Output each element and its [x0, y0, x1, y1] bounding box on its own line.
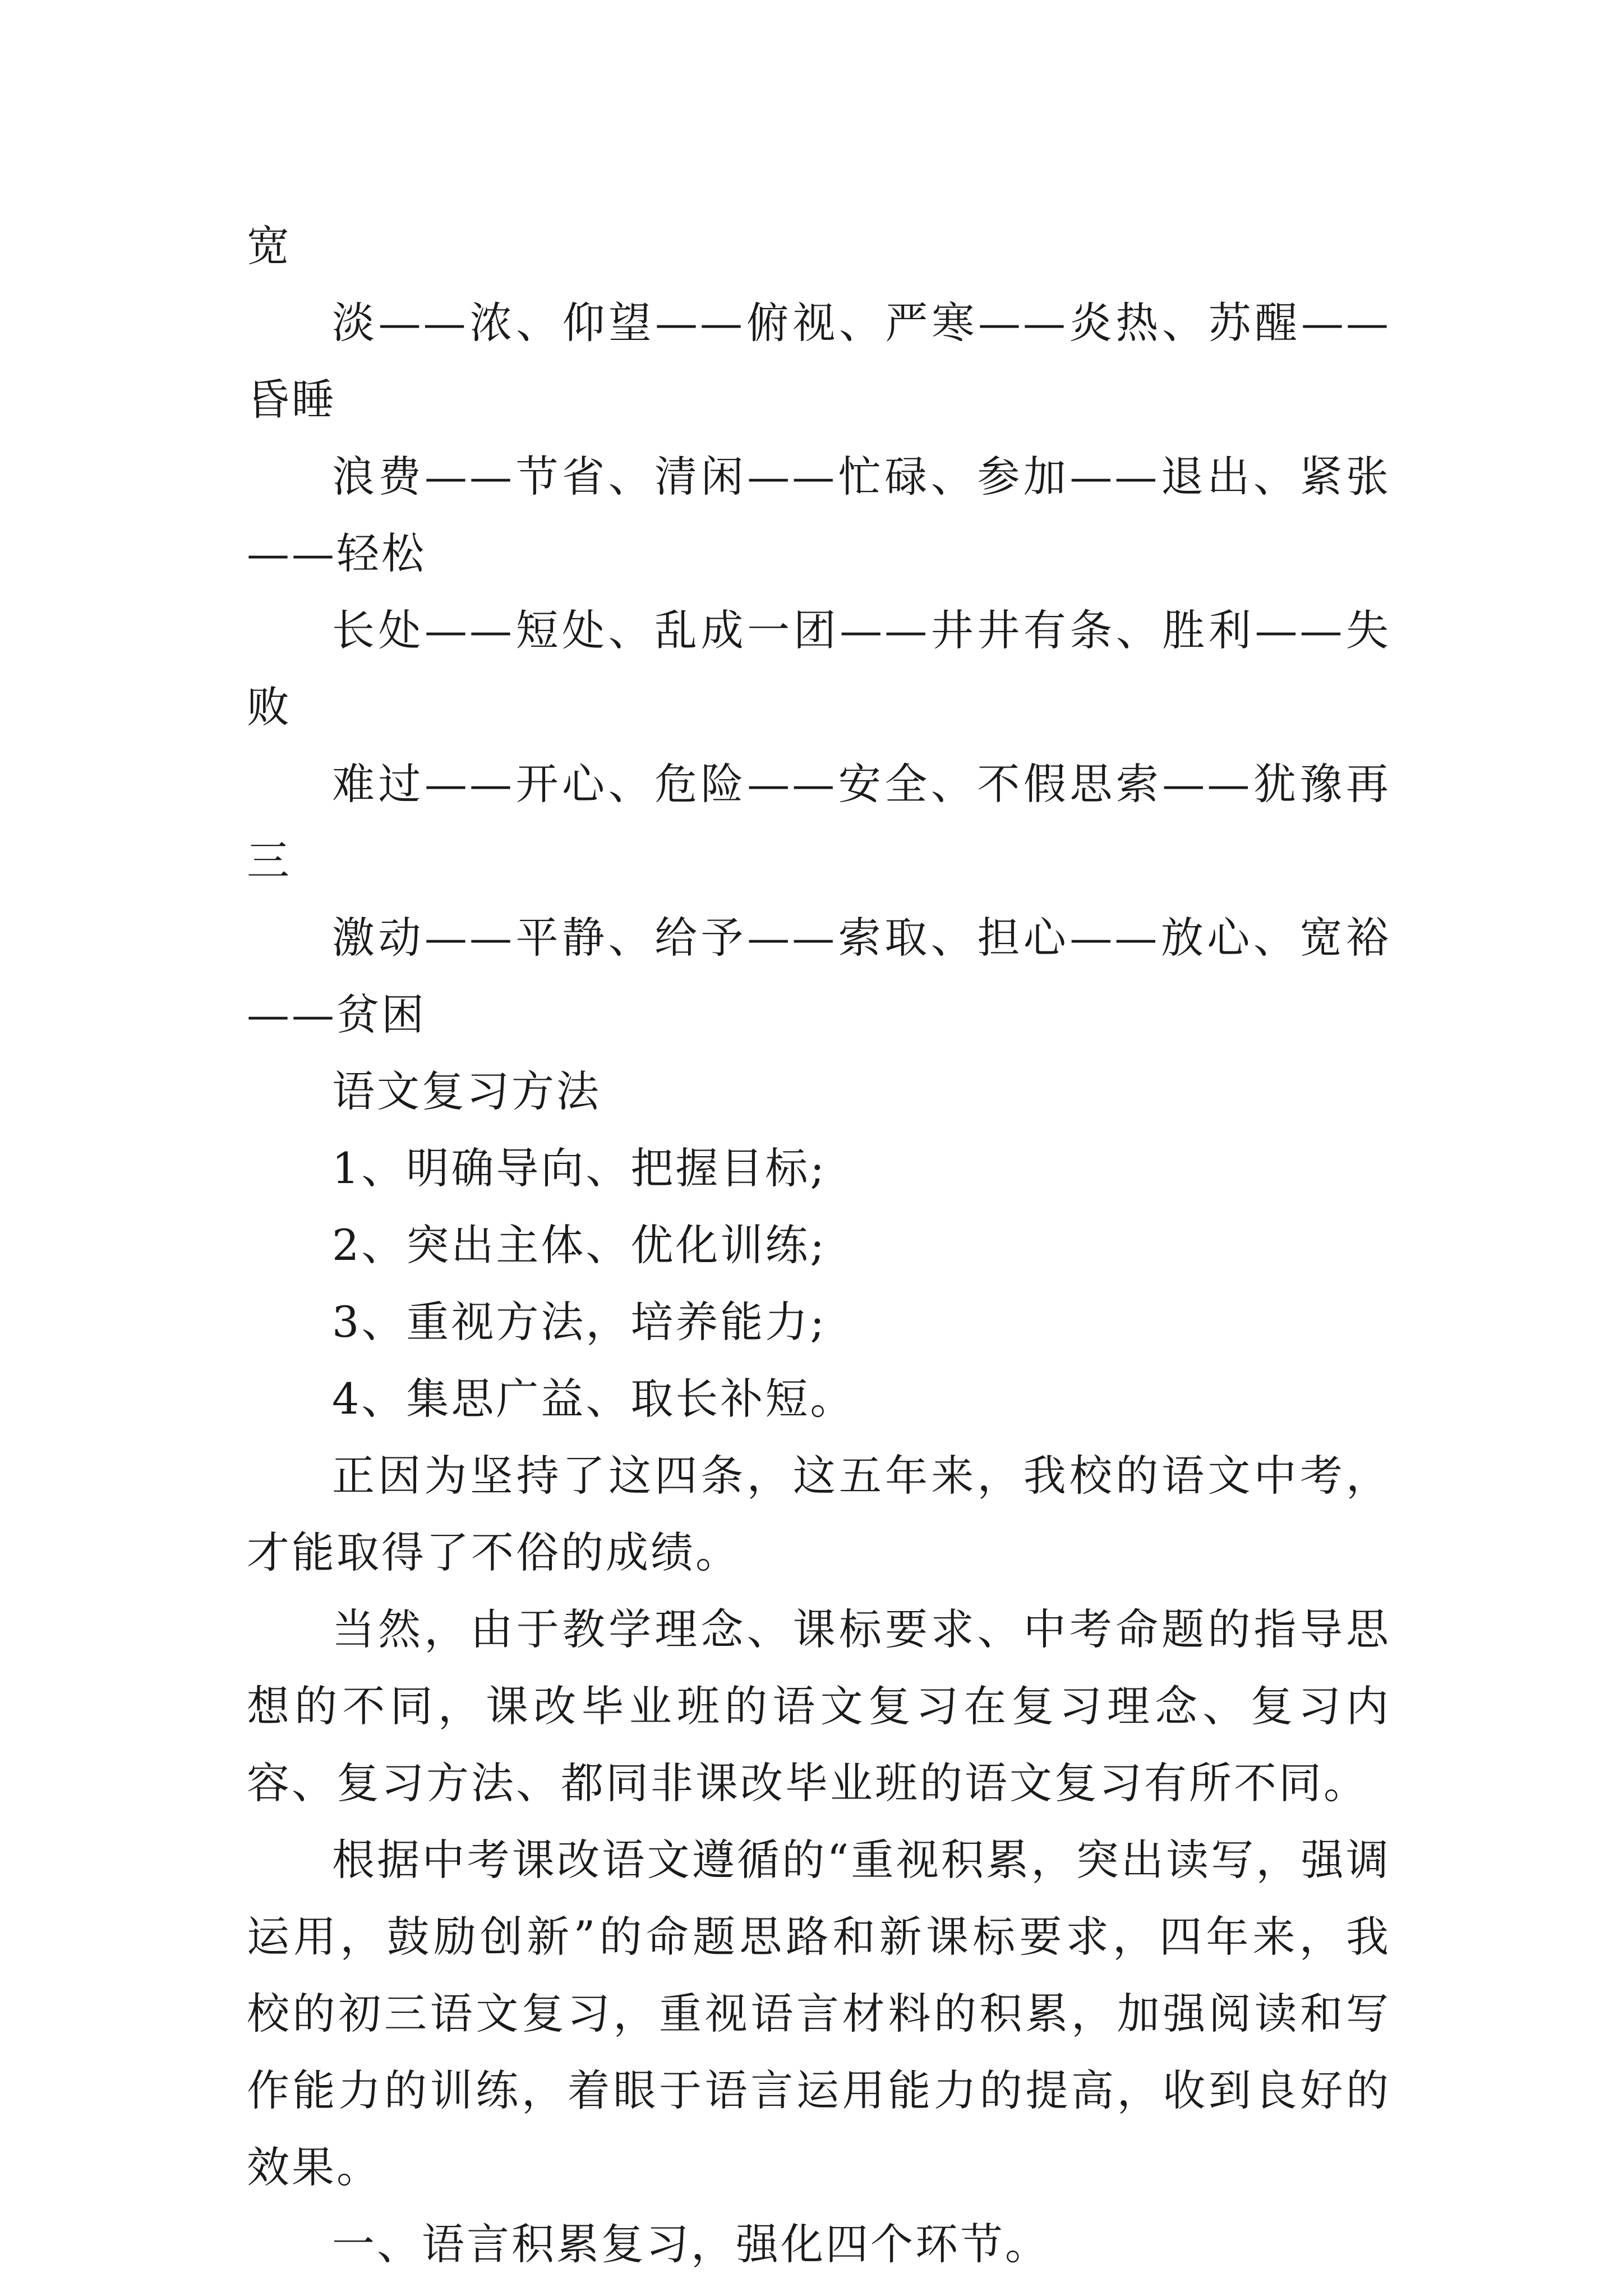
list-item: 2、突出主体、优化训练;: [332, 1220, 827, 1270]
list-item: 1、明确导向、把握目标;: [332, 1143, 827, 1193]
antonym-line: 长处——短处、乱成一团——井井有条、胜利——失败: [247, 605, 1391, 732]
paragraph-continuation: 宽: [247, 221, 292, 271]
paragraph: 当然，由于教学理念、课标要求、中考命题的指导思想的不同，课改毕业班的语文复习在复习理念、复习内容、复习方法、都同非课改毕业班的语文复习有所不同。: [247, 1604, 1391, 1808]
list-item: 4、集思广益、取长补短。: [332, 1374, 855, 1424]
body-text: [247, 208, 1391, 2283]
list-item: 3、重视方法，培养能力;: [332, 1297, 827, 1347]
antonym-line: 难过——开心、危险——安全、不假思索——犹豫再三: [247, 759, 1391, 886]
antonym-line: 浪费——节省、清闲——忙碌、参加——退出、紧张——轻松: [247, 452, 1391, 578]
antonym-line: 激动——平静、给予——索取、担心——放心、宽裕——贫困: [247, 913, 1391, 1039]
antonym-line: 淡——浓、仰望——俯视、严寒——炎热、苏醒——昏睡: [247, 298, 1391, 425]
paragraph: 根据中考课改语文遵循的“重视积累，突出读写，强调运用，鼓励创新”的命题思路和新课标要求，四年来，我校的初三语文复习，重视语言材料的积累，加强阅读和写作能力的训练，着眼于语言运用能力的提高，收到良好的效果。: [247, 1835, 1391, 2192]
paragraph: 正因为坚持了这四条，这五年来，我校的语文中考，才能取得了不俗的成绩。: [247, 1451, 1391, 1577]
section-heading: 语文复习方法: [332, 1066, 601, 1116]
section-heading: 一、语言积累复习，强化四个环节。: [332, 2219, 1050, 2269]
